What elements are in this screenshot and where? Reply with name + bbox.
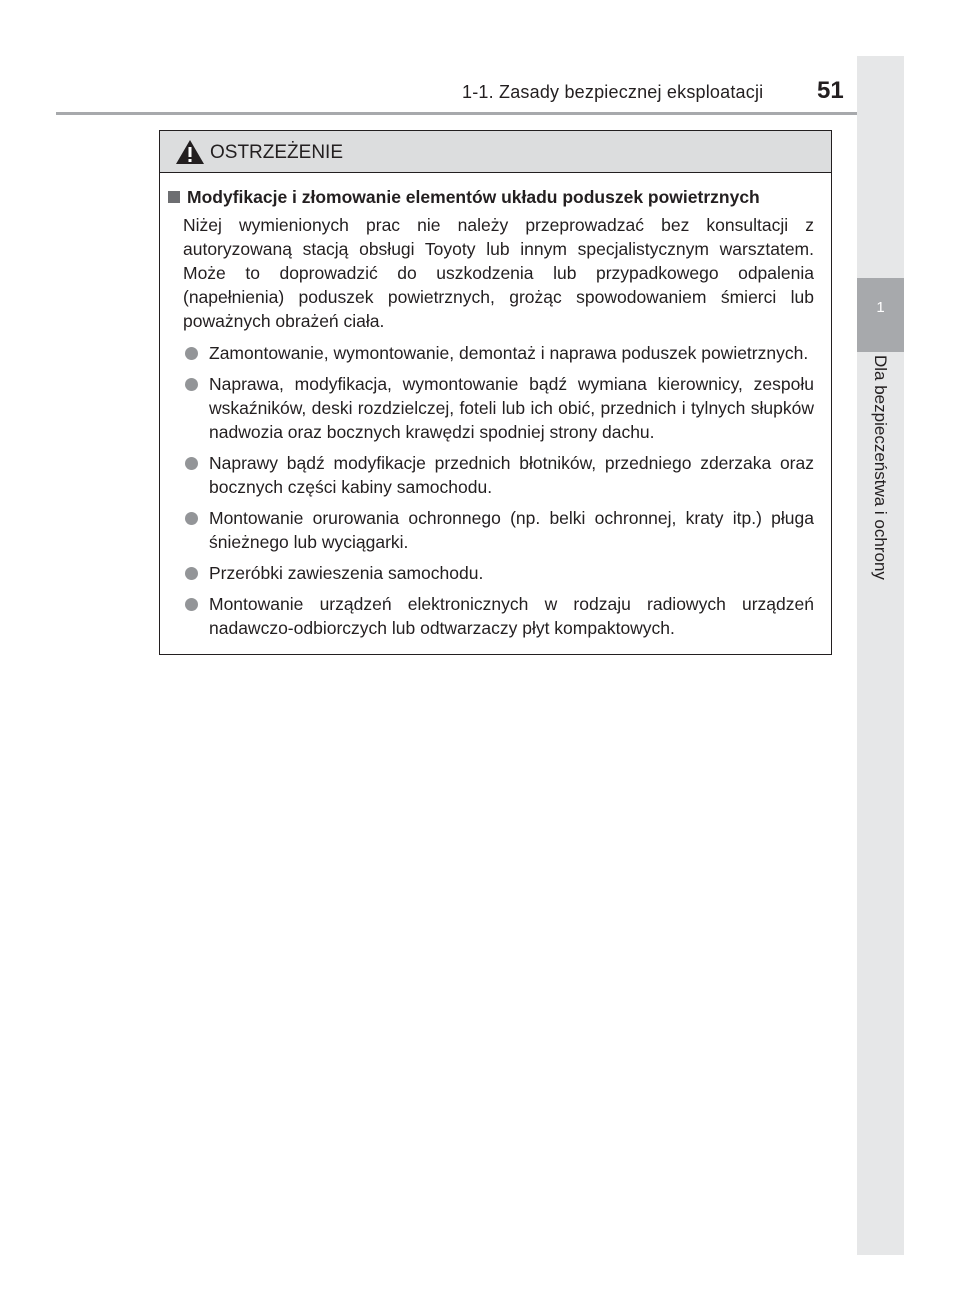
chapter-label: Dla bezpieczeństwa i ochrony xyxy=(871,355,890,580)
warning-body xyxy=(160,173,831,640)
list-item-text: Zamontowanie, wymontowanie, demontaż i naprawa poduszek powietrznych. xyxy=(209,343,809,363)
list-item-text: Montowanie orurowania ochronnego (np. belki ochronnej, kraty itp.) pługa śnieżnego lub wyciągarki. xyxy=(209,508,814,552)
side-index-strip xyxy=(857,56,904,1255)
bullet-icon xyxy=(185,567,198,580)
chapter-number: 1 xyxy=(876,299,885,316)
warning-box xyxy=(159,130,832,655)
list-item xyxy=(168,506,814,554)
warning-heading xyxy=(168,185,814,209)
warning-heading-text: Modyfikacje i złomowanie elementów układu poduszek powietrznych xyxy=(187,187,760,207)
warning-intro: Niżej wymienionych prac nie należy przeprowadzać bez konsultacji z autoryzowaną stacją obsługi Toyoty lub innym specjalistycznym warsztatem. Może to doprowadzić do uszkodzenia lub przypadkowego odpalenia (napełnienia) poduszek powietrznych, grożąc spowodowaniem śmierci lub poważnych obrażeń ciała. xyxy=(183,215,814,331)
list-item xyxy=(168,341,814,365)
bullet-icon xyxy=(185,598,198,611)
warning-title: OSTRZEŻENIE xyxy=(210,142,344,163)
warning-list xyxy=(168,341,814,640)
warning-header xyxy=(160,131,831,173)
bullet-icon xyxy=(185,347,198,360)
page-number: 51 xyxy=(817,77,844,104)
bullet-icon xyxy=(185,378,198,391)
bullet-icon xyxy=(185,512,198,525)
list-item xyxy=(168,372,814,444)
list-item xyxy=(168,451,814,499)
warning-triangle-icon xyxy=(175,139,205,165)
list-item xyxy=(168,561,814,585)
list-item-text: Przeróbki zawieszenia samochodu. xyxy=(209,563,484,583)
list-item xyxy=(168,592,814,640)
list-item-text: Naprawa, modyfikacja, wymontowanie bądź wymiana kierownicy, zespołu wskaźników, deski rozdzielczej, foteli lub ich obić, przednich i tylnych słupków nadwozia oraz bocznych krawędzi spodniej strony dachu. xyxy=(209,374,814,442)
section-title: 1-1. Zasady bezpiecznej eksploatacji xyxy=(462,82,764,102)
list-item-text: Montowanie urządzeń elektronicznych w rodzaju radiowych urządzeń nadawczo-odbiorczych lub odtwarzaczy płyt kompaktowych. xyxy=(209,594,814,638)
bullet-icon xyxy=(185,457,198,470)
header-divider xyxy=(56,112,904,115)
list-item-text: Naprawy bądź modyfikacje przednich błotników, przedniego zderzaka oraz bocznych części kabiny samochodu. xyxy=(209,453,814,497)
square-bullet-icon xyxy=(168,191,180,203)
